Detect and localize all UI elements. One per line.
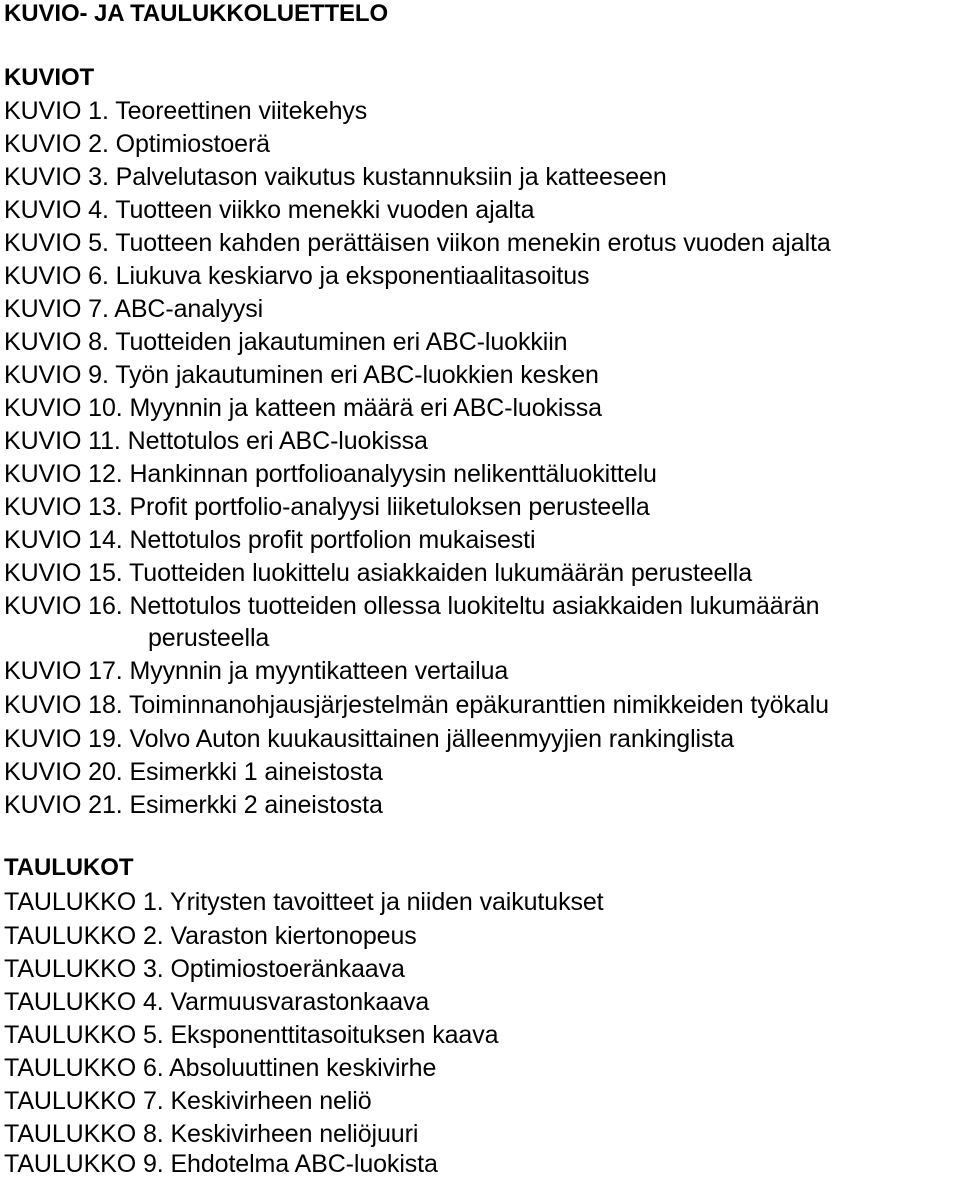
figure-label: KUVIO 20. — [4, 758, 123, 786]
figure-label: KUVIO 4. — [4, 196, 109, 224]
table-entry — [4, 886, 604, 918]
table-label: TAULUKKO 6. — [4, 1054, 164, 1082]
figure-entry — [4, 590, 819, 622]
figure-title-continuation: perusteella — [148, 624, 270, 652]
table-entry — [4, 953, 405, 985]
figure-entry — [4, 392, 602, 424]
table-title: Eksponenttitasoituksen kaava — [170, 1021, 499, 1049]
figure-entry — [4, 293, 263, 325]
figure-label: KUVIO 5. — [4, 229, 109, 257]
figure-title: ABC-analyysi — [114, 295, 264, 323]
figure-entry — [4, 789, 383, 821]
figure-label: KUVIO 17. — [4, 657, 123, 685]
table-entry — [4, 1085, 372, 1117]
figure-label: KUVIO 12. — [4, 460, 123, 488]
table-label: TAULUKKO 7. — [4, 1087, 164, 1115]
figure-title: Työn jakautuminen eri ABC-luokkien kesken — [115, 361, 599, 389]
figure-title: Teoreettinen viitekehys — [115, 97, 368, 125]
figure-entry — [4, 524, 535, 556]
figure-label: KUVIO 13. — [4, 493, 123, 521]
table-title: Absoluuttinen keskivirhe — [169, 1054, 437, 1082]
figure-title: Tuotteen kahden perättäisen viikon menekin erotus vuoden ajalta — [115, 229, 831, 257]
figure-entry — [4, 128, 270, 160]
figure-entry — [4, 326, 567, 358]
figure-title: Esimerkki 1 aineistosta — [129, 758, 383, 786]
figure-entry — [4, 723, 734, 755]
table-title: Yritysten tavoitteet ja niiden vaikutukset — [170, 888, 604, 916]
table-title: Ehdotelma ABC-luokista — [170, 1150, 438, 1178]
figure-title: Esimerkki 2 aineistosta — [129, 791, 383, 819]
figure-label: KUVIO 11. — [4, 427, 121, 455]
figure-label: KUVIO 16. — [4, 592, 123, 620]
table-label: TAULUKKO 5. — [4, 1021, 164, 1049]
figure-label: KUVIO 7. — [4, 295, 109, 323]
table-label: TAULUKKO 4. — [4, 988, 164, 1016]
figure-entry — [4, 194, 534, 226]
figure-title: Nettotulos profit portfolion mukaisesti — [129, 526, 536, 554]
figure-title: Myynnin ja myyntikatteen vertailua — [129, 657, 509, 685]
table-entry — [4, 1052, 436, 1084]
table-entry — [4, 1148, 438, 1180]
table-title: Keskivirheen neliöjuuri — [170, 1120, 419, 1148]
figure-entry — [4, 260, 589, 292]
figures-heading: KUVIOT — [4, 64, 95, 91]
figure-entry — [4, 689, 829, 721]
figure-label: KUVIO 21. — [4, 791, 123, 819]
figure-label: KUVIO 10. — [4, 394, 123, 422]
figure-title: Nettotulos eri ABC-luokissa — [127, 427, 428, 455]
table-entry — [4, 920, 417, 952]
table-entry — [4, 1118, 418, 1150]
figure-title: Optimiostoerä — [115, 130, 270, 158]
figure-title: Tuotteiden luokittelu asiakkaiden lukumäärän perusteella — [129, 559, 753, 587]
table-entry — [4, 986, 429, 1018]
figure-label: KUVIO 9. — [4, 361, 109, 389]
figure-entry — [4, 95, 367, 127]
figure-entry — [4, 491, 650, 523]
figure-label: KUVIO 2. — [4, 130, 109, 158]
figure-entry — [4, 655, 508, 687]
figure-entry — [4, 359, 599, 391]
figure-title: Toiminnanohjausjärjestelmän epäkuranttien nimikkeiden työkalu — [129, 691, 829, 719]
figure-title: Volvo Auton kuukausittainen jälleenmyyjien rankinglista — [129, 725, 735, 753]
figure-entry — [4, 227, 831, 259]
figure-entry — [4, 458, 657, 490]
figure-label: KUVIO 8. — [4, 328, 109, 356]
figure-label: KUVIO 18. — [4, 691, 123, 719]
figure-label: KUVIO 14. — [4, 526, 123, 554]
table-label: TAULUKKO 1. — [4, 888, 164, 916]
figure-label: KUVIO 19. — [4, 725, 123, 753]
figure-title: Myynnin ja katteen määrä eri ABC-luokissa — [129, 394, 602, 422]
figure-label: KUVIO 1. — [4, 97, 109, 125]
figure-title: Hankinnan portfolioanalyysin nelikenttäluokittelu — [129, 460, 657, 488]
table-label: TAULUKKO 2. — [4, 922, 164, 950]
tables-heading: TAULUKOT — [4, 854, 134, 881]
figure-entry — [4, 756, 383, 788]
figure-label: KUVIO 3. — [4, 163, 109, 191]
figure-title: Tuotteiden jakautuminen eri ABC-luokkiin — [115, 328, 568, 356]
table-title: Varmuusvarastonkaava — [170, 988, 430, 1016]
figure-title: Tuotteen viikko menekki vuoden ajalta — [115, 196, 535, 224]
table-label: TAULUKKO 3. — [4, 955, 164, 983]
figure-label: KUVIO 6. — [4, 262, 109, 290]
table-label: TAULUKKO 9. — [4, 1150, 164, 1178]
figure-title: Profit portfolio-analyysi liiketuloksen perusteella — [129, 493, 650, 521]
table-entry — [4, 1019, 498, 1051]
table-title: Optimiostoeränkaava — [170, 955, 405, 983]
document-title: KUVIO- JA TAULUKKOLUETTELO — [4, 0, 389, 27]
figure-entry — [4, 557, 752, 589]
figure-title: Palvelutason vaikutus kustannuksiin ja katteeseen — [115, 163, 667, 191]
figure-entry — [4, 425, 428, 457]
figure-label: KUVIO 15. — [4, 559, 123, 587]
figure-title: Nettotulos tuotteiden ollessa luokiteltu asiakkaiden lukumäärän — [129, 592, 820, 620]
table-title: Keskivirheen neliö — [170, 1087, 372, 1115]
table-title: Varaston kiertonopeus — [170, 922, 417, 950]
figure-entry — [4, 161, 667, 193]
table-label: TAULUKKO 8. — [4, 1120, 164, 1148]
figure-title: Liukuva keskiarvo ja eksponentiaalitasoitus — [115, 262, 590, 290]
